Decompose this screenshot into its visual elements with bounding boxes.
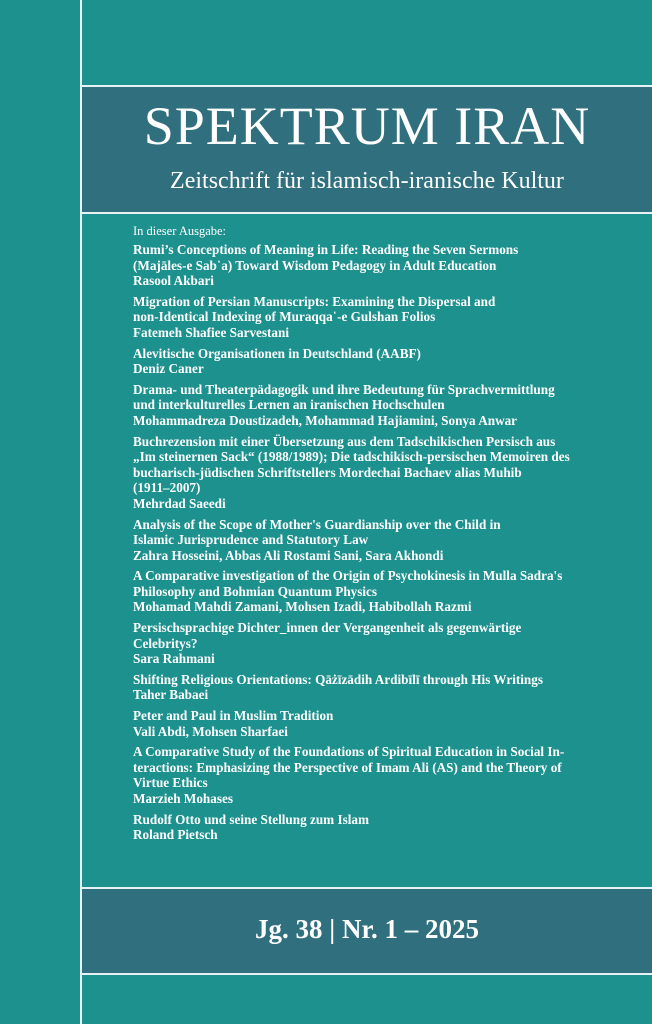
- article-title: Peter and Paul in Muslim Tradition: [133, 708, 334, 724]
- toc-entry: [133, 242, 633, 289]
- article-authors: Roland Pietsch: [133, 827, 218, 843]
- article-title: Alevitische Organisationen in Deutschland (AABF): [133, 345, 421, 361]
- journal-title: SPEKTRUM IRAN: [143, 96, 591, 156]
- table-of-contents: [133, 224, 633, 848]
- article-authors: Marzieh Mohases: [133, 791, 233, 806]
- toc-entry: [133, 517, 633, 564]
- toc-entry: [133, 346, 633, 377]
- article-title: A Comparative investigation of the Origin of Psychokinesis in Mulla Sadra's Philosophy and Bohmian Quantum Physics: [133, 568, 563, 599]
- article-authors: Mohammadreza Doustizadeh, Mohammad Hajiamini, Sonya Anwar: [133, 412, 518, 428]
- article-title: Persischsprachige Dichter_innen der Vergangenheit als gegenwärtige Celebritys?: [133, 620, 522, 651]
- article-title: Analysis of the Scope of Mother's Guardianship over the Child in Islamic Jurisprudence and Statutory Law: [133, 516, 501, 548]
- toc-entries: [133, 242, 633, 843]
- article-title: Rumi’s Conceptions of Meaning in Life: Reading the Seven Sermons (Majāles-e Sab῾a) Toward Wisdom Pedagogy in Adult Education: [133, 242, 519, 273]
- article-authors: Zahra Hosseini, Abbas Ali Rostami Sani, Sara Akhondi: [133, 547, 444, 563]
- article-authors: Sara Rahmani: [133, 651, 215, 667]
- article-authors: Mohamad Mahdi Zamani, Mohsen Izadi, Habibollah Razmi: [133, 599, 472, 615]
- footer-bottom-rule: [80, 973, 652, 975]
- article-title: Buchrezension mit einer Übersetzung aus dem Tadschikischen Persisch aus „Im steinernen Sack“ (1988/1989); Die tadschikisch-persischen Memoiren des bucharisch-jüdischen Schriftstellers Mordechai Bachaev alias Muhib (1911–2007): [133, 433, 570, 496]
- article-title: Rudolf Otto und seine Stellung zum Islam: [133, 811, 369, 827]
- toc-entry: [133, 382, 633, 429]
- toc-entry: [133, 294, 633, 341]
- journal-subtitle: Zeitschrift für islamisch-iranische Kultur: [170, 168, 564, 194]
- issue-label: Jg. 38 | Nr. 1 – 2025: [255, 914, 479, 944]
- toc-entry: [133, 744, 633, 806]
- header-bottom-rule: [80, 212, 652, 214]
- article-title: Shifting Religious Orientations: Qāżīzādih Ardibīlī through His Writings: [133, 671, 543, 687]
- toc-intro: In dieser Ausgabe:: [133, 224, 227, 238]
- toc-entry: [133, 620, 633, 667]
- article-authors: Rasool Akbari: [133, 273, 214, 289]
- toc-entry: [133, 568, 633, 615]
- article-authors: Fatemeh Shafiee Sarvestani: [133, 324, 290, 340]
- toc-entry: [133, 434, 633, 512]
- article-authors: Vali Abdi, Mohsen Sharfaei: [133, 723, 288, 739]
- toc-entry: [133, 708, 633, 739]
- article-title: Drama- und Theaterpädagogik und ihre Bedeutung für Sprachvermittlung und interkulturelles Lernen an iranischen Hochschulen: [133, 381, 555, 413]
- toc-entry: [133, 812, 633, 843]
- toc-entry: [133, 672, 633, 703]
- article-authors: Deniz Caner: [133, 361, 204, 377]
- article-authors: Taher Babaei: [133, 687, 209, 703]
- article-title: A Comparative Study of the Foundations of Spiritual Education in Social In- teractions: Emphasizing the Perspective of Imam Ali (AS) and the Theory of Virtue Ethics: [133, 744, 565, 791]
- article-title: Migration of Persian Manuscripts: Examining the Dispersal and non-Identical Indexing of Muraqqa῾-e Gulshan Folios: [133, 293, 496, 325]
- article-authors: Mehrdad Saeedi: [133, 495, 226, 511]
